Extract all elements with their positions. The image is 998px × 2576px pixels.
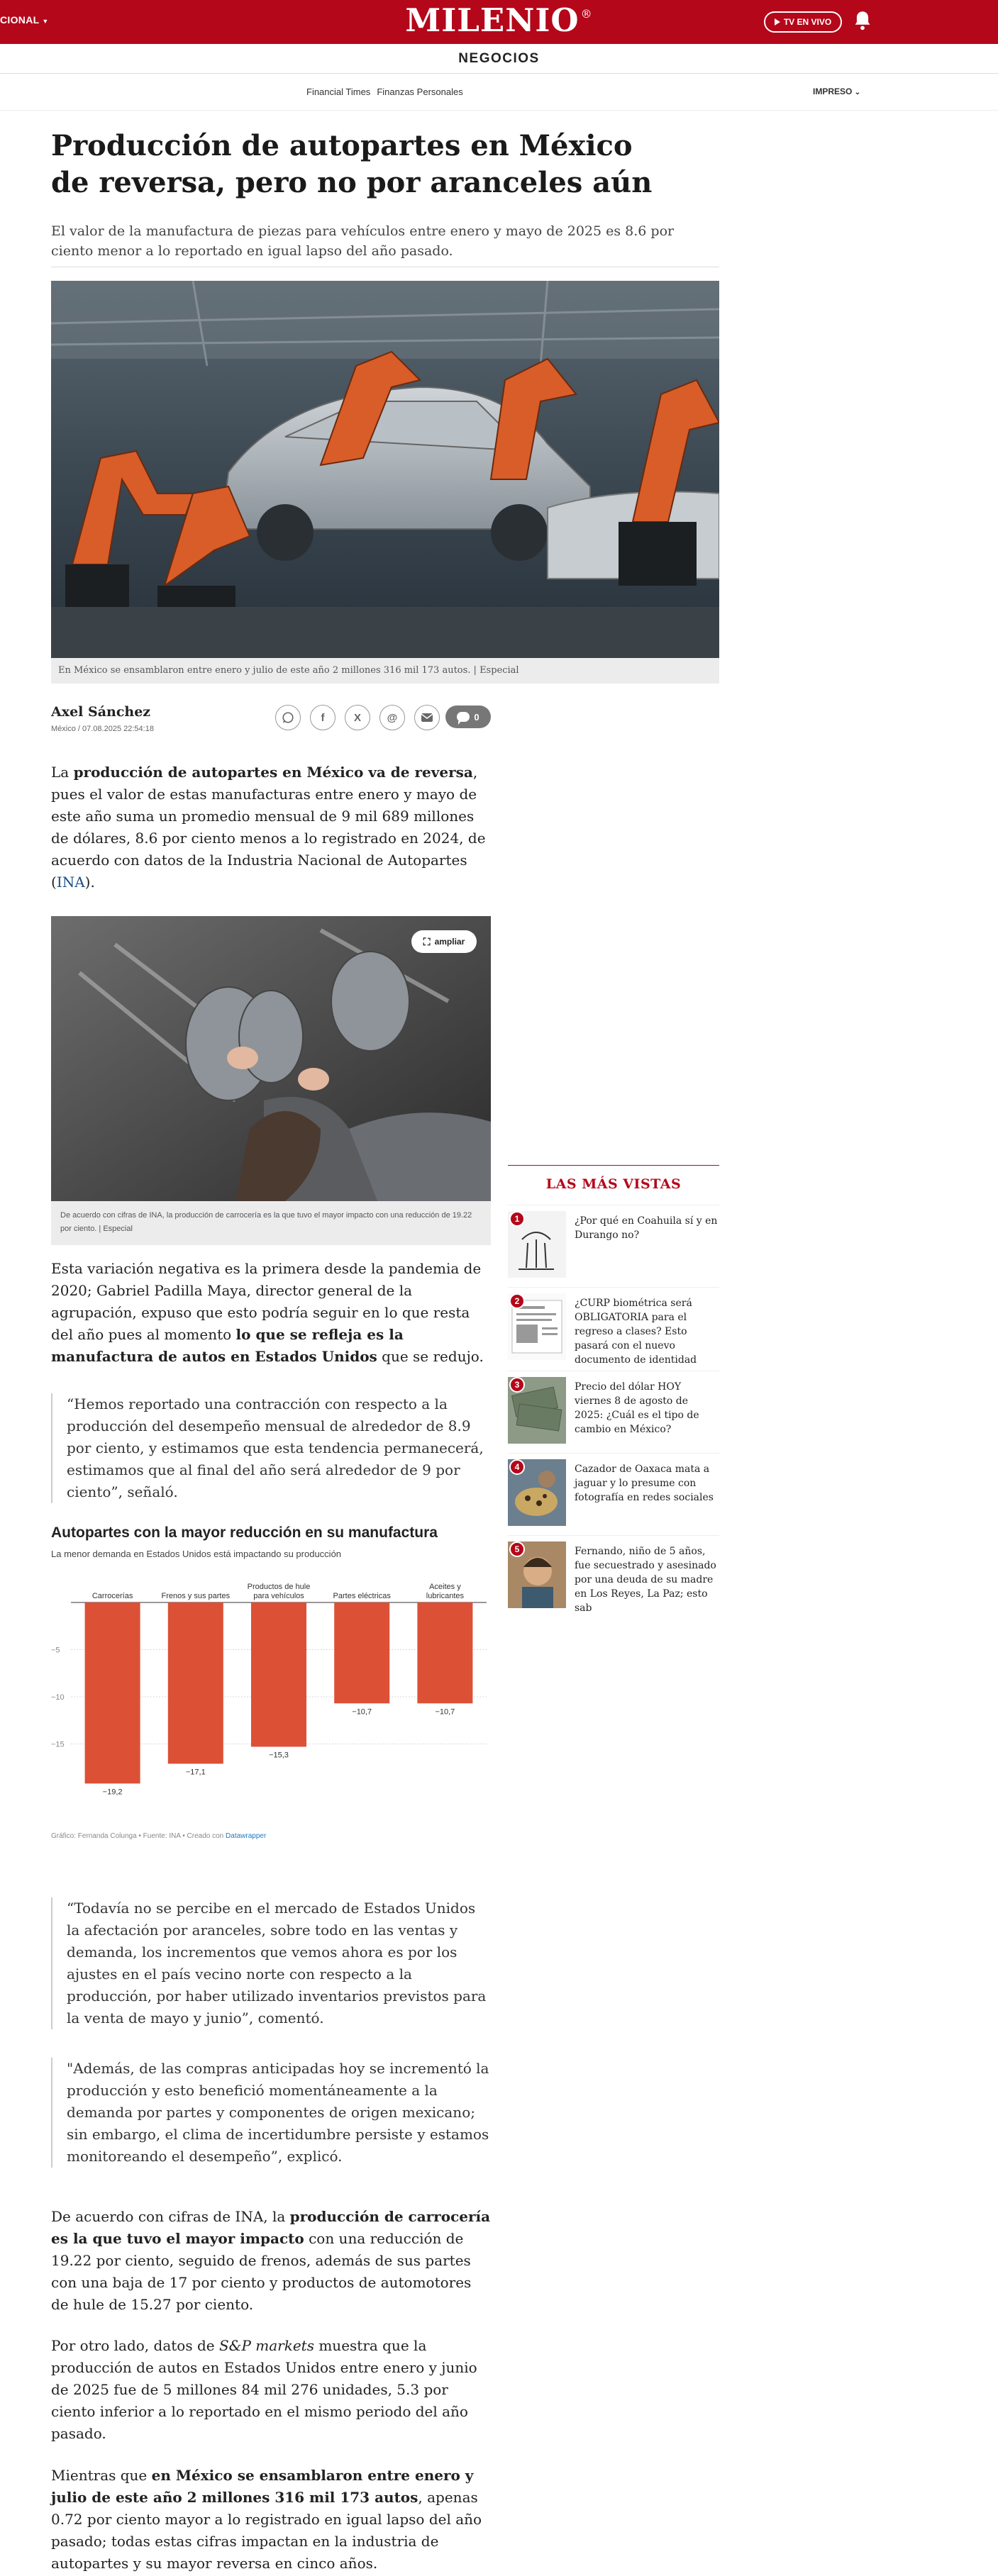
impreso-dropdown[interactable]: IMPRESO ⌄: [813, 87, 861, 96]
ina-link[interactable]: INA: [56, 874, 85, 891]
comment-icon: [457, 712, 470, 722]
whatsapp-icon[interactable]: [275, 705, 301, 730]
paragraph-1: La producción de autopartes en México va de reversa, pues el valor de estas manufacturas entre enero y mayo de este año suma un promedio mensual de 9 mil 689 millones de dólares, 8.6 por ciento menos a lo registrado en 2024, de acuerdo con datos de la Industria Nacional de Autopartes (INA).: [51, 764, 486, 891]
chart-value-label: −19,2: [102, 1788, 123, 1797]
nav-link-financial-times[interactable]: Financial Times: [306, 87, 371, 97]
chart-y-tick-label: −5: [51, 1646, 60, 1655]
chart-category-label: lubricantes: [426, 1592, 465, 1600]
subsection-title[interactable]: NEGOCIOS: [0, 44, 998, 74]
x-icon[interactable]: X: [345, 705, 370, 730]
top-bar: [0, 0, 998, 44]
most-viewed-headline: Precio del dólar HOY viernes 8 de agosto de 2025: ¿Cuál es el tipo de cambio en México?: [575, 1381, 699, 1435]
publish-date: México / 07.08.2025 22:54:18: [51, 725, 154, 733]
chart-value-label: −15,3: [269, 1751, 289, 1760]
chart-y-tick-label: −15: [51, 1740, 65, 1749]
chart-source: Gráfico: Fernanda Colunga • Fuente: INA • Creado con Datawrapper: [51, 1832, 267, 1840]
rank-badge: 5: [509, 1541, 525, 1557]
nav-row: [0, 74, 998, 111]
quote-1: “Hemos reportado una contracción con respecto a la producción del desempeño mensual de alrededor de 8.9 por ciento, y estimamos que esta tendencia permanecerá, estimamos que al final del año será alrededor de 9 por ciento”, señaló.: [51, 1393, 491, 1503]
sidebar-rule: [508, 1165, 719, 1166]
expand-icon: ⛶: [423, 935, 431, 947]
author-name[interactable]: Axel Sánchez: [51, 704, 151, 720]
gearbox-image-caption: De acuerdo con cifras de INA, la producción de carrocería es la que tuvo el mayor impacto con una reducción de 19.22 por ciento. | Especial: [51, 1201, 491, 1245]
main-image-caption: En México se ensamblaron entre enero y julio de este año 2 millones 316 mil 173 autos. | Especial: [51, 658, 719, 684]
milenio-logo[interactable]: MILENIO ®: [405, 1, 593, 39]
chart-bar: [251, 1602, 306, 1746]
chart-value-label: −10,7: [435, 1707, 455, 1717]
most-viewed-item[interactable]: [508, 1453, 719, 1531]
chart-bar: [334, 1602, 389, 1703]
section-menu[interactable]: CIONAL ▼: [0, 14, 49, 26]
chart-y-tick-label: −10: [51, 1693, 65, 1702]
share-buttons: [275, 705, 440, 730]
chart-bar: [85, 1602, 140, 1783]
quote-3: "Además, de las compras anticipadas hoy se incrementó la producción y esto benefició momentáneamente a la demanda por partes y componentes de origen mexicano; sin embargo, el clima de incertidumbre persiste y estamos monitoreando el desempeño”, explicó.: [51, 2058, 491, 2168]
quote-2: “Todavía no se percibe en el mercado de Estados Unidos la afectación por aranceles, sobre todo en las ventas y demanda, los incrementos que vemos ahora es por los ajustes en el país vecino norte con respecto a la producción, por haber utilizado inventarios previstos para la venta de mayo y junio”, comentó.: [51, 1897, 491, 2029]
rank-badge: 2: [509, 1293, 525, 1309]
most-viewed-item[interactable]: [508, 1205, 719, 1283]
chart-category-label: para vehículos: [253, 1592, 304, 1600]
most-viewed-title: LAS MÁS VISTAS: [545, 1176, 682, 1192]
comments-button[interactable]: 0: [445, 706, 491, 728]
chart-value-label: −17,1: [185, 1768, 206, 1777]
play-icon: [775, 18, 780, 26]
chart-title: Autopartes con la mayor reducción en su manufactura: [51, 1524, 438, 1541]
most-viewed-headline: Cazador de Oaxaca mata a jaguar y lo presume con fotografía en redes sociales: [575, 1463, 714, 1503]
rank-badge: 1: [509, 1211, 525, 1227]
chart-category-label: Aceites y: [429, 1583, 461, 1591]
most-viewed-item[interactable]: [508, 1371, 719, 1449]
chart-category-label: Productos de hule: [247, 1583, 311, 1591]
most-viewed-item[interactable]: [508, 1287, 719, 1365]
facebook-icon[interactable]: f: [310, 705, 336, 730]
datawrapper-link[interactable]: Datawrapper: [226, 1832, 267, 1840]
most-viewed-headline: ¿Por qué en Coahuila sí y en Durango no?: [575, 1215, 718, 1241]
most-viewed-headline: ¿CURP biométrica será OBLIGATORIA para el regreso a clases? Esto pasará con el nuevo documento de identidad: [575, 1298, 697, 1366]
chart-category-label: Frenos y sus partes: [161, 1592, 231, 1600]
article-title: Producción de autopartes en México de reversa, pero no por aranceles aún: [51, 129, 653, 199]
chart-category-label: Carrocerías: [92, 1592, 133, 1600]
chart-category-label: Partes eléctricas: [333, 1592, 391, 1600]
article-subtitle: El valor de la manufactura de piezas para vehículos entre enero y mayo de 2025 es 8.6 por ciento menor a lo reportado en igual lapso del año pasado.: [51, 223, 675, 259]
paragraph-2: Esta variación negativa es la primera desde la pandemia de 2020; Gabriel Padilla Maya, director general de la agrupación, expuso que esto podría seguir en lo que resta del año pues al momento lo que se refleja es la manufactura de autos en Estados Unidos que se redujo.: [51, 1260, 484, 1365]
mail-icon[interactable]: [414, 705, 440, 730]
bell-icon[interactable]: [853, 10, 872, 31]
rank-badge: 4: [509, 1459, 525, 1475]
threads-icon[interactable]: @: [379, 705, 405, 730]
gearbox-image[interactable]: [51, 916, 491, 1201]
paragraph-3: De acuerdo con cifras de INA, la producción de carrocería es la que tuvo el mayor impacto con una reducción de 19.22 por ciento, seguido de frenos, además de sus partes con una baja de 17 por ciento y productos de automotores de hule de 15.27 por ciento.: [51, 2208, 491, 2313]
tv-en-vivo-button[interactable]: TV EN VIVO: [764, 11, 842, 33]
most-viewed-item[interactable]: [508, 1535, 719, 1613]
paragraph-5: Mientras que en México se ensamblaron entre enero y julio de este año 2 millones 316 mil 173 autos, apenas 0.72 por ciento mayor a lo registrado en igual lapso del año pasado; todas estas cifras impactan en la industria de autopartes y su mayor reversa en cinco años.: [51, 2467, 482, 2572]
chart-bar: [168, 1602, 223, 1763]
nav-link-finanzas-personales[interactable]: Finanzas Personales: [377, 87, 463, 97]
paragraph-4: Por otro lado, datos de S&P markets muestra que la producción de autos en Estados Unidos entre enero y junio de 2025 fue de 5 millones 84 mil 276 unidades, 5.3 por ciento inferior a lo reportado en el mismo periodo del año pasado.: [51, 2337, 477, 2442]
chart-bar: [417, 1602, 472, 1703]
bar-chart: [51, 1564, 491, 1827]
main-image-factory-robots[interactable]: [51, 281, 719, 658]
chart-subtitle: La menor demanda en Estados Unidos está impactando su producción: [51, 1549, 342, 1559]
chart-value-label: −10,7: [352, 1707, 372, 1717]
rank-badge: 3: [509, 1377, 525, 1393]
chevron-down-icon: ⌄: [854, 89, 861, 96]
most-viewed-headline: Fernando, niño de 5 años, fue secuestrado y asesinado por una deuda de su madre en Los Reyes, La Paz; esto sab: [575, 1546, 716, 1614]
expand-image-button[interactable]: ⛶ ampliar: [411, 930, 477, 953]
